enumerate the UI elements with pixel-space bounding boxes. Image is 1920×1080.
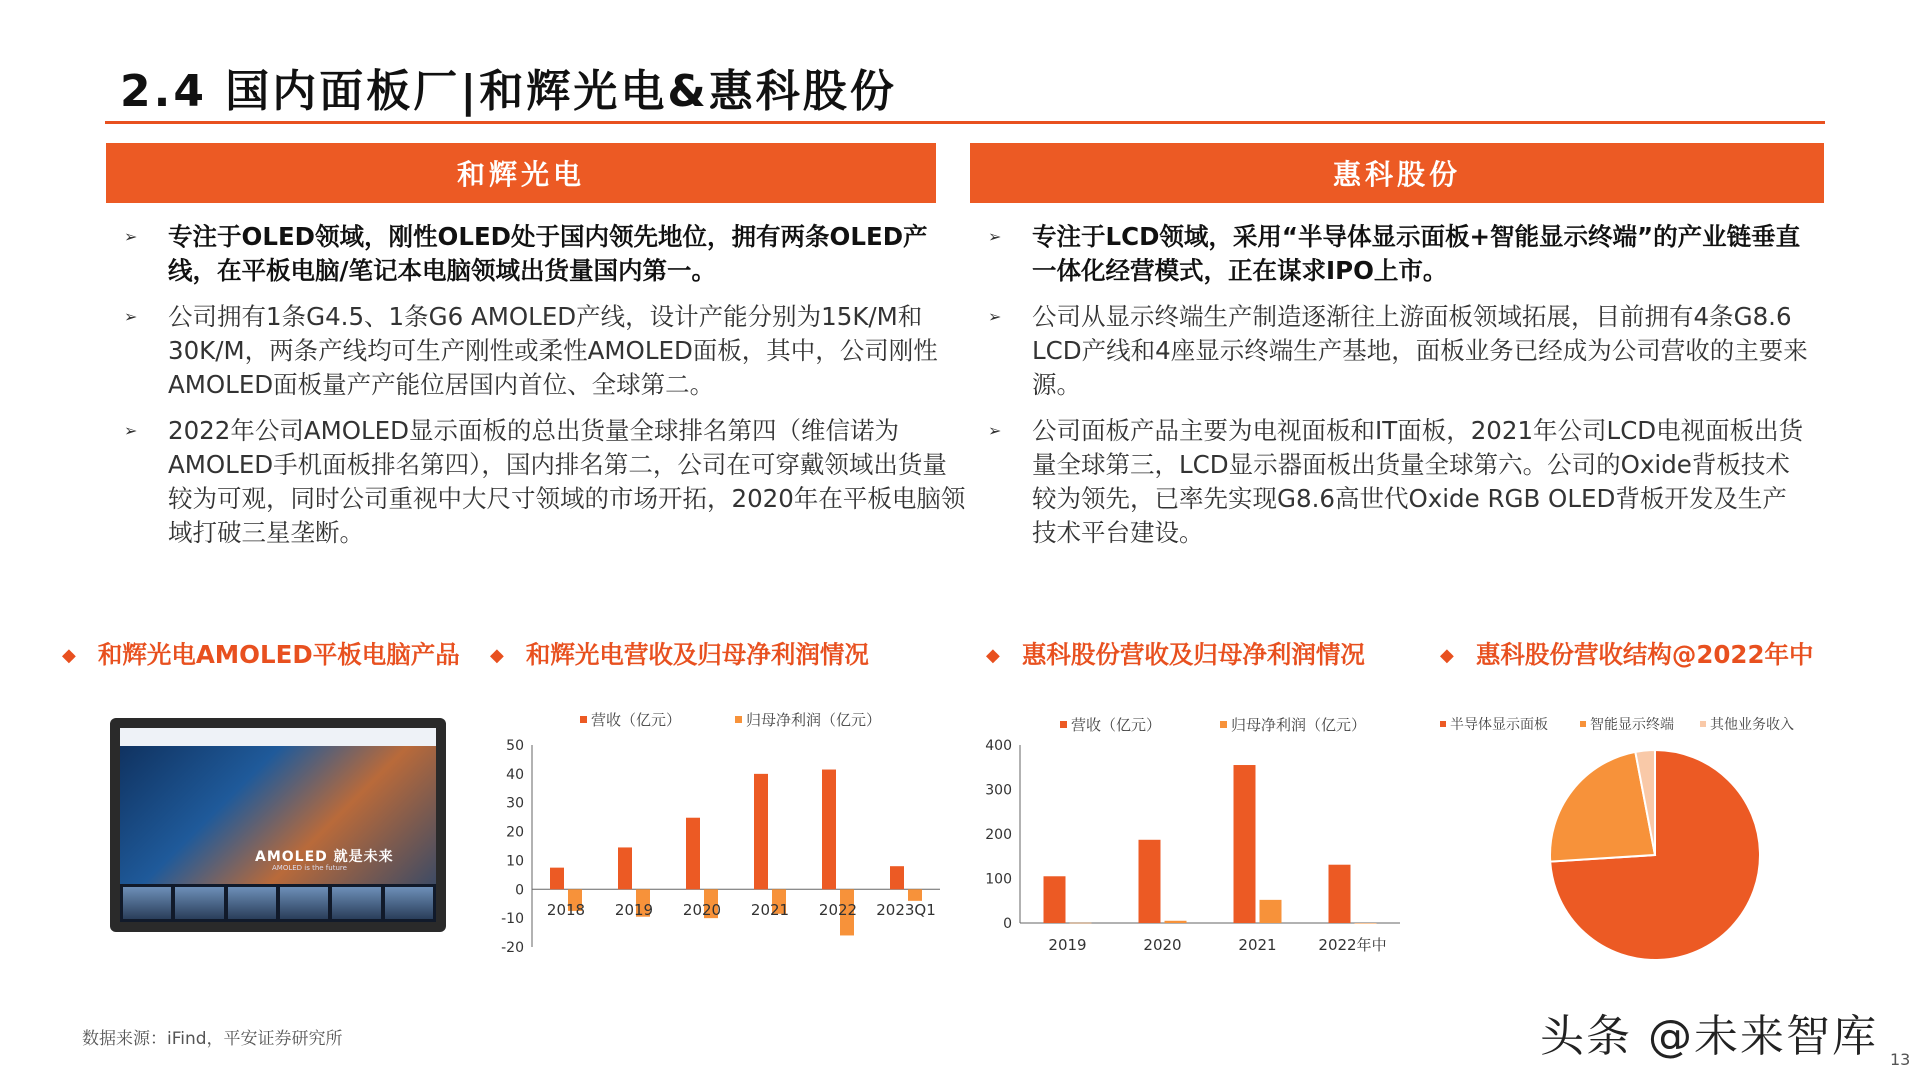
bullet-item: ➢ 专注于LCD领域，采用“半导体显示面板+智能显示终端”的产业链垂直一体化经营模式，正在谋求IPO上市。 <box>988 222 1801 285</box>
bar <box>1044 876 1066 923</box>
bar <box>1329 865 1351 923</box>
bar <box>890 866 904 889</box>
x-tick-label: 2022年中 <box>1318 936 1387 954</box>
legend-label: 智能显示终端 <box>1590 717 1674 733</box>
right-bullet-list <box>970 220 1810 562</box>
diamond-icon: ◆ <box>62 645 76 666</box>
data-source: 数据来源：iFind，平安证券研究所 <box>82 1029 343 1049</box>
legend-label: 归母净利润（亿元） <box>746 711 882 729</box>
huike-revenue-chart <box>970 705 1440 965</box>
legend-swatch <box>1220 721 1227 728</box>
y-tick-label: 400 <box>985 738 1012 754</box>
diamond-icon: ◆ <box>490 645 504 666</box>
y-tick-label: 200 <box>985 827 1012 843</box>
y-tick-label: -20 <box>501 940 524 956</box>
y-tick-label: 0 <box>1003 916 1012 932</box>
y-tick-label: 100 <box>985 871 1012 888</box>
legend-label: 营收（亿元） <box>591 711 682 729</box>
section-title-huike-structure: ◆ 惠科股份营收结构@2022年中 <box>1440 640 1814 669</box>
browser-bar <box>120 728 436 746</box>
y-tick-label: 20 <box>506 824 524 841</box>
x-tick-label: 2019 <box>1048 936 1087 954</box>
tablet-thumbnails <box>120 884 436 922</box>
diamond-icon: ◆ <box>986 645 1000 666</box>
right-panel-header: 惠科股份 <box>970 143 1824 203</box>
x-tick-label: 2019 <box>614 901 654 919</box>
y-tick-label: 0 <box>515 882 524 899</box>
x-tick-label: 2021 <box>750 901 790 919</box>
bar <box>822 770 836 890</box>
y-tick-label: 40 <box>506 766 524 783</box>
hehui-revenue-chart <box>490 700 950 970</box>
huike-revenue-structure-chart <box>1420 705 1830 965</box>
bar <box>1070 923 1092 924</box>
section-title-tablet: ◆ 和辉光电AMOLED平板电脑产品 <box>62 640 460 669</box>
x-tick-label: 2020 <box>682 901 722 919</box>
arrow-bullet-icon: ➢ <box>988 421 1002 440</box>
bar <box>686 818 700 890</box>
bar <box>1139 840 1161 923</box>
arrow-bullet-icon: ➢ <box>988 307 1002 326</box>
legend-label: 营收（亿元） <box>1071 716 1162 734</box>
bar <box>1355 923 1377 924</box>
left-panel-header: 和辉光电 <box>106 143 936 203</box>
title-divider <box>105 121 1825 124</box>
bar <box>1260 900 1282 923</box>
bar <box>754 774 768 889</box>
bullet-item: ➢ 公司面板产品主要为电视面板和IT面板，2021年公司LCD电视面板出货量全球第三，LCD显示器面板出货量全球第六。公司的Oxide背板技术较为领先，已率先实现G8.6高世代Oxide RGB OLED背板开发及生产技术平台建设。 <box>988 416 1804 547</box>
x-tick-label: 2021 <box>1238 936 1277 954</box>
bar <box>618 847 632 889</box>
tablet-slogan: AMOLED 就是未来 <box>255 849 394 865</box>
section-title-huike-finance: ◆ 惠科股份营收及归母净利润情况 <box>986 640 1365 669</box>
arrow-bullet-icon: ➢ <box>124 421 138 440</box>
amoled-tablet-image <box>110 718 446 932</box>
x-tick-label: 2018 <box>546 901 586 919</box>
bullet-item: ➢ 公司从显示终端生产制造逐渐往上游面板领域拓展，目前拥有4条G8.6 LCD产线和4座显示终端生产基地，面板业务已经成为公司营收的主要来源。 <box>988 302 1808 399</box>
legend-swatch <box>580 716 587 723</box>
y-tick-label: 30 <box>506 795 524 812</box>
bar <box>1234 765 1256 923</box>
y-tick-label: 10 <box>506 853 524 870</box>
legend-label: 归母净利润（亿元） <box>1231 716 1367 734</box>
legend-label: 其他业务收入 <box>1710 717 1794 733</box>
legend-label: 半导体显示面板 <box>1450 717 1548 733</box>
arrow-bullet-icon: ➢ <box>124 307 138 326</box>
y-tick-label: -10 <box>501 911 524 928</box>
page-number: 13 <box>1890 1050 1911 1069</box>
x-tick-label: 2023Q1 <box>876 901 936 919</box>
diamond-icon: ◆ <box>1440 645 1454 666</box>
bar <box>550 868 564 890</box>
bullet-item: ➢ 公司拥有1条G4.5、1条G6 AMOLED产线，设计产能分别为15K/M和30K/M，两条产线均可生产刚性或柔性AMOLED面板，其中，公司刚性AMOLED面板量产产能位居国内首位、全球第二。 <box>124 302 938 399</box>
tablet-screen <box>120 728 436 922</box>
legend-swatch <box>1060 721 1067 728</box>
watermark: 头条 @未来智库 <box>1540 1011 1878 1062</box>
legend-swatch <box>1440 721 1446 727</box>
section-title-hehui-finance: ◆ 和辉光电营收及归母净利润情况 <box>490 640 869 669</box>
bullet-item: ➢ 2022年公司AMOLED显示面板的总出货量全球排名第四（维信诺为AMOLED手机面板排名第四），国内排名第二，公司在可穿戴领域出货量较为可观，同时公司重视中大尺寸领域的市场开拓，2020年在平板电脑领域打破三星垄断。 <box>124 416 966 547</box>
y-tick-label: 50 <box>506 738 524 754</box>
legend-swatch <box>1580 721 1586 727</box>
arrow-bullet-icon: ➢ <box>124 227 138 246</box>
page-title: 2.4 国内面板厂|和辉光电&惠科股份 <box>120 66 897 117</box>
arrow-bullet-icon: ➢ <box>988 227 1002 246</box>
left-bullet-list <box>106 220 966 562</box>
bullet-item: ➢ 专注于OLED领域，刚性OLED处于国内领先地位，拥有两条OLED产线，在平板电脑/笔记本电脑领域出货量国内第一。 <box>124 222 928 285</box>
legend-swatch <box>735 716 742 723</box>
tablet-slogan-en: AMOLED is the future <box>272 864 347 872</box>
legend-swatch <box>1700 721 1706 727</box>
x-tick-label: 2020 <box>1143 936 1182 954</box>
bar <box>1165 921 1187 923</box>
bar <box>908 889 922 901</box>
x-tick-label: 2022 <box>818 901 858 919</box>
y-tick-label: 300 <box>985 782 1012 799</box>
